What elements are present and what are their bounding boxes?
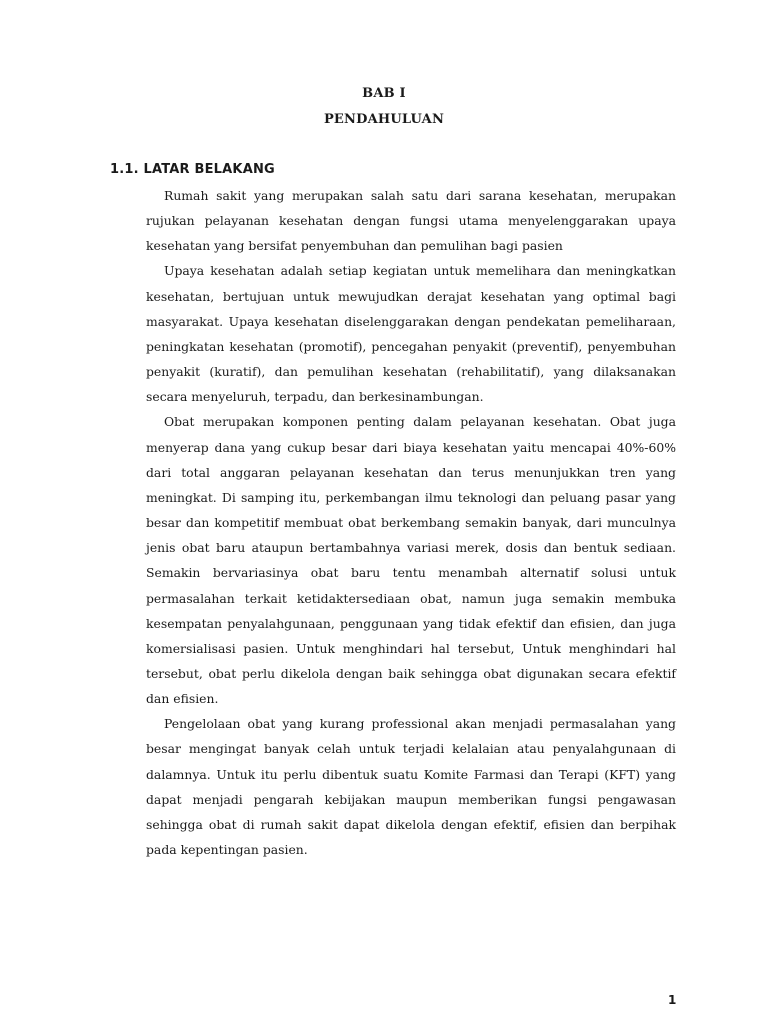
- paragraph: Upaya kesehatan adalah setiap kegiatan untuk memelihara dan meningkatkan kesehatan, bertujuan untuk mewujudkan derajat kesehatan yang optimal bagi masyarakat. Upaya kesehatan diselenggarakan dengan pendekatan pemeliharaan, peningkatan kesehatan (promotif), pencegahan penyakit (preventif), penyembuhan penyakit (kuratif), dan pemulihan kesehatan (rehabilitatif), yang dilaksanakan secara menyeluruh, terpadu, dan berkesinambungan.: [146, 263, 676, 405]
- paragraph: Rumah sakit yang merupakan salah satu dari sarana kesehatan, merupakan rujukan pelayanan kesehatan dengan fungsi utama menyelenggarakan upaya kesehatan yang bersifat penyembuhan dan pemulihan bagi pasien: [146, 188, 676, 254]
- chapter-number: BAB I: [362, 86, 406, 101]
- chapter-title: PENDAHULUAN: [323, 112, 445, 127]
- page-number: 1: [668, 993, 677, 1007]
- paragraph: Pengelolaan obat yang kurang professional akan menjadi permasalahan yang besar mengingat banyak celah untuk terjadi kelalaian atau penyalahgunaan di dalamnya. Untuk itu perlu dibentuk suatu Komite Farmasi dan Terapi (KFT) yang dapat menjadi pengarah kebijakan maupun memberikan fungsi pengawasan sehingga obat di rumah sakit dapat dikelola dengan efektif, efisien dan berpihak pada kepentingan pasien.: [146, 716, 676, 858]
- paragraph: Obat merupakan komponen penting dalam pelayanan kesehatan. Obat juga menyerap dana yang cukup besar dari biaya kesehatan yaitu mencapai 40%-60% dari total anggaran pelayanan kesehatan dan terus menunjukkan tren yang meningkat. Di samping itu, perkembangan ilmu teknologi dan peluang pasar yang besar dan kompetitif membuat obat berkembang semakin banyak, dari munculnya jenis obat baru ataupun bertambahnya variasi merek, dosis dan bentuk sediaan. Semakin bervariasinya obat baru tentu menambah alternatif solusi untuk permasalahan terkait ketidaktersediaan obat, namun juga semakin membuka kesempatan penyalahgunaan, penggunaan yang tidak efektif dan efisien, dan juga komersialisasi pasien. Untuk menghindari hal tersebut, Untuk menghindari hal tersebut, obat perlu dikelola dengan baik sehingga obat digunakan secara efektif dan efisien.: [146, 414, 676, 707]
- section-heading: 1.1. LATAR BELAKANG: [110, 162, 275, 177]
- body-text: [146, 183, 676, 862]
